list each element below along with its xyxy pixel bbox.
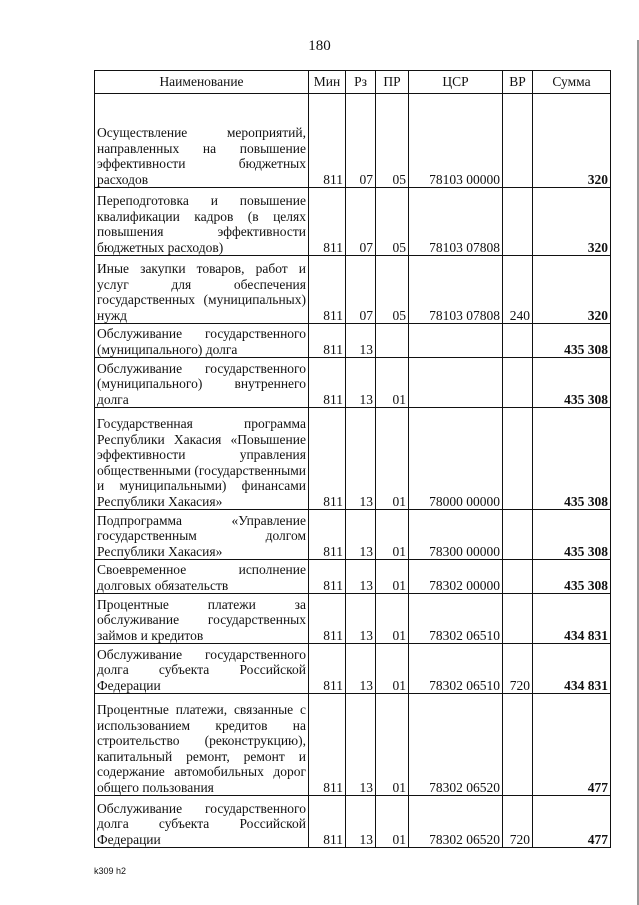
- cell-sum: 435 308: [533, 324, 611, 358]
- cell-min: 811: [309, 510, 346, 560]
- cell-vr: [503, 560, 533, 594]
- cell-sum: 434 831: [533, 644, 611, 694]
- cell-rz: 13: [346, 594, 376, 644]
- footer-code: k309 h2: [94, 866, 127, 876]
- cell-sum: 320: [533, 94, 611, 188]
- cell-min: 811: [309, 256, 346, 324]
- cell-name: Переподготовка и повышение квалификации кадров (в целях повышения эффективности бюджетных расходов): [95, 188, 309, 256]
- cell-rz: 13: [346, 560, 376, 594]
- header-sum: Сумма: [533, 71, 611, 94]
- cell-pr: 01: [376, 694, 409, 796]
- cell-name: Обслуживание государственного (муниципального) долга: [95, 324, 309, 358]
- cell-vr: [503, 408, 533, 510]
- cell-pr: 05: [376, 188, 409, 256]
- cell-csr: 78103 07808: [409, 256, 503, 324]
- cell-sum: 477: [533, 694, 611, 796]
- table-row: [95, 694, 611, 796]
- table-row: [95, 94, 611, 188]
- cell-name: Подпрограмма «Управление государственным долгом Республики Хакасия»: [95, 510, 309, 560]
- cell-vr: 720: [503, 644, 533, 694]
- table-row: [95, 256, 611, 324]
- budget-table: [94, 70, 611, 848]
- cell-name: Осуществление мероприятий, направленных на повышение эффективности бюджетных расходов: [95, 94, 309, 188]
- cell-rz: 13: [346, 694, 376, 796]
- cell-csr: 78103 00000: [409, 94, 503, 188]
- cell-name: Государственная программа Республики Хакасия «Повышение эффективности управления общественными (государственными и муниципальными) финансами Республики Хакасия»: [95, 408, 309, 510]
- cell-pr: 01: [376, 644, 409, 694]
- cell-rz: 13: [346, 358, 376, 408]
- cell-sum: 320: [533, 256, 611, 324]
- cell-pr: 05: [376, 94, 409, 188]
- cell-pr: 05: [376, 256, 409, 324]
- table-row: [95, 644, 611, 694]
- cell-csr: 78302 06510: [409, 594, 503, 644]
- cell-pr: 01: [376, 358, 409, 408]
- cell-pr: 01: [376, 594, 409, 644]
- table-row: [95, 510, 611, 560]
- cell-csr: [409, 324, 503, 358]
- table-row: [95, 188, 611, 256]
- header-rz: Рз: [346, 71, 376, 94]
- cell-pr: 01: [376, 560, 409, 594]
- page-number: 180: [308, 38, 331, 54]
- cell-pr: [376, 324, 409, 358]
- cell-vr: [503, 594, 533, 644]
- cell-rz: 13: [346, 324, 376, 358]
- cell-name: Обслуживание государственного долга субъекта Российской Федерации: [95, 796, 309, 848]
- cell-sum: 435 308: [533, 408, 611, 510]
- table-header-row: [95, 71, 611, 94]
- cell-csr: 78000 00000: [409, 408, 503, 510]
- table-row: [95, 324, 611, 358]
- table-row: [95, 560, 611, 594]
- cell-rz: 13: [346, 796, 376, 848]
- cell-csr: 78302 06520: [409, 694, 503, 796]
- cell-vr: [503, 324, 533, 358]
- cell-pr: 01: [376, 408, 409, 510]
- cell-min: 811: [309, 594, 346, 644]
- cell-sum: 435 308: [533, 358, 611, 408]
- cell-csr: [409, 358, 503, 408]
- cell-min: 811: [309, 358, 346, 408]
- cell-min: 811: [309, 796, 346, 848]
- cell-vr: 720: [503, 796, 533, 848]
- header-csr: ЦСР: [409, 71, 503, 94]
- table-row: [95, 408, 611, 510]
- cell-name: Обслуживание государственного (муниципального) внутреннего долга: [95, 358, 309, 408]
- cell-csr: 78302 06510: [409, 644, 503, 694]
- cell-sum: 435 308: [533, 560, 611, 594]
- cell-min: 811: [309, 644, 346, 694]
- cell-min: 811: [309, 324, 346, 358]
- cell-vr: [503, 188, 533, 256]
- header-pr: ПР: [376, 71, 409, 94]
- cell-pr: 01: [376, 796, 409, 848]
- cell-sum: 434 831: [533, 594, 611, 644]
- cell-vr: [503, 358, 533, 408]
- cell-min: 811: [309, 188, 346, 256]
- cell-name: Процентные платежи за обслуживание государственных займов и кредитов: [95, 594, 309, 644]
- cell-rz: 07: [346, 94, 376, 188]
- cell-csr: 78300 00000: [409, 510, 503, 560]
- cell-min: 811: [309, 560, 346, 594]
- cell-rz: 13: [346, 510, 376, 560]
- cell-vr: 240: [503, 256, 533, 324]
- cell-min: 811: [309, 694, 346, 796]
- cell-name: Обслуживание государственного долга субъекта Российской Федерации: [95, 644, 309, 694]
- cell-min: 811: [309, 408, 346, 510]
- header-name: Наименование: [95, 71, 309, 94]
- cell-pr: 01: [376, 510, 409, 560]
- table-row: [95, 796, 611, 848]
- cell-vr: [503, 510, 533, 560]
- cell-sum: 435 308: [533, 510, 611, 560]
- cell-rz: 07: [346, 256, 376, 324]
- header-min: Мин: [309, 71, 346, 94]
- cell-vr: [503, 694, 533, 796]
- cell-rz: 07: [346, 188, 376, 256]
- cell-vr: [503, 94, 533, 188]
- cell-csr: 78302 00000: [409, 560, 503, 594]
- header-vr: ВР: [503, 71, 533, 94]
- cell-name: Иные закупки товаров, работ и услуг для обеспечения государственных (муниципальных) нужд: [95, 256, 309, 324]
- cell-name: Процентные платежи, связанные с использованием кредитов на строительство (реконструкцию), капитальный ремонт, ремонт и содержание автомобильных дорог общего пользования: [95, 694, 309, 796]
- cell-sum: 477: [533, 796, 611, 848]
- table-row: [95, 358, 611, 408]
- cell-csr: 78302 06520: [409, 796, 503, 848]
- cell-csr: 78103 07808: [409, 188, 503, 256]
- cell-sum: 320: [533, 188, 611, 256]
- cell-rz: 13: [346, 644, 376, 694]
- cell-name: Своевременное исполнение долговых обязательств: [95, 560, 309, 594]
- cell-min: 811: [309, 94, 346, 188]
- table-body: [95, 94, 611, 848]
- table-row: [95, 594, 611, 644]
- cell-rz: 13: [346, 408, 376, 510]
